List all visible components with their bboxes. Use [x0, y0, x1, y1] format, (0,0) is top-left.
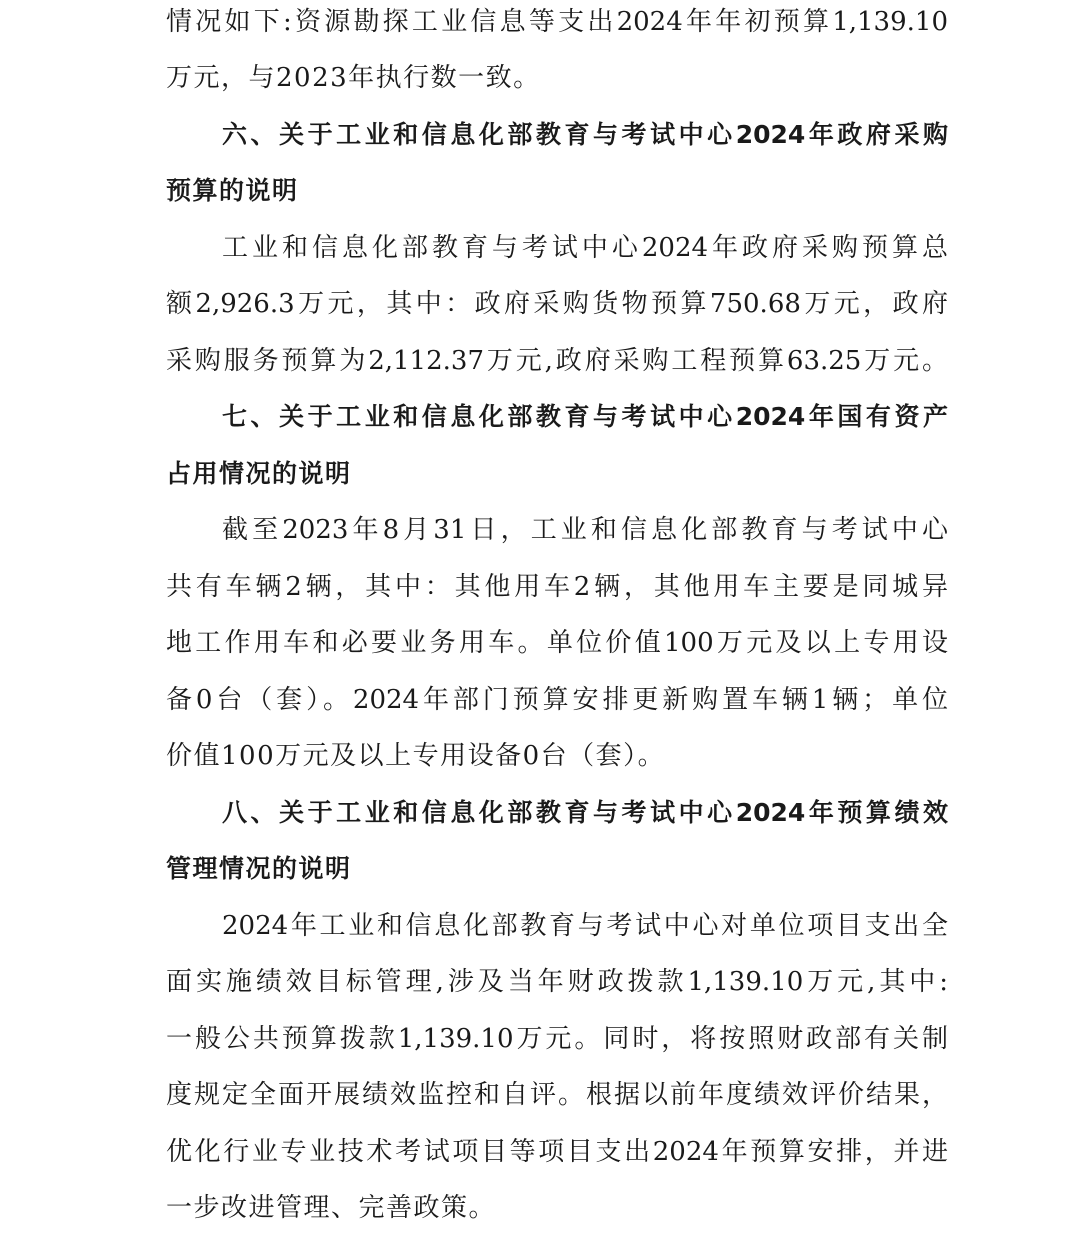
paragraph-line: 采购服务预算为2,112.37万元,政府采购工程预算63.25万元。: [166, 346, 948, 376]
section-heading: 预算的说明: [166, 176, 299, 205]
paragraph-line: 额2,926.3万元，其中：政府采购货物预算750.68万元，政府: [166, 289, 948, 319]
paragraph-line: 2024年工业和信息化部教育与考试中心对单位项目支出全: [222, 911, 948, 941]
paragraph-line: 共有车辆2辆，其中：其他用车2辆，其他用车主要是同城异: [166, 572, 948, 602]
paragraph-line: 截至2023年8月31日，工业和信息化部教育与考试中心: [222, 515, 948, 545]
section-heading: 七、关于工业和信息化部教育与考试中心2024年国有资产: [222, 402, 948, 431]
paragraph-line: 万元，与2023年执行数一致。: [166, 63, 541, 93]
paragraph-line: 面实施绩效目标管理,涉及当年财政拨款1,139.10万元,其中:: [166, 967, 948, 997]
section-heading: 管理情况的说明: [166, 854, 352, 883]
section-heading: 占用情况的说明: [166, 459, 352, 488]
paragraph-line: 备0台（套）。2024年部门预算安排更新购置车辆1辆；单位: [166, 685, 948, 715]
paragraph-line: 一般公共预算拨款1,139.10万元。同时，将按照财政部有关制: [166, 1024, 948, 1054]
section-heading: 八、关于工业和信息化部教育与考试中心2024年预算绩效: [222, 798, 948, 827]
paragraph-line: 工业和信息化部教育与考试中心2024年政府采购预算总: [222, 233, 948, 263]
paragraph-line: 优化行业专业技术考试项目等项目支出2024年预算安排，并进: [166, 1137, 948, 1167]
paragraph-line: 价值100万元及以上专用设备0台（套）。: [166, 741, 666, 771]
paragraph-line: 情况如下:资源勘探工业信息等支出2024年年初预算1,139.10: [166, 7, 948, 37]
section-heading: 六、关于工业和信息化部教育与考试中心2024年政府采购: [222, 120, 948, 149]
paragraph-line: 度规定全面开展绩效监控和自评。根据以前年度绩效评价结果，: [166, 1080, 948, 1110]
paragraph-line: 一步改进管理、完善政策。: [166, 1193, 497, 1223]
paragraph-line: 地工作用车和必要业务用车。单位价值100万元及以上专用设: [166, 628, 948, 658]
